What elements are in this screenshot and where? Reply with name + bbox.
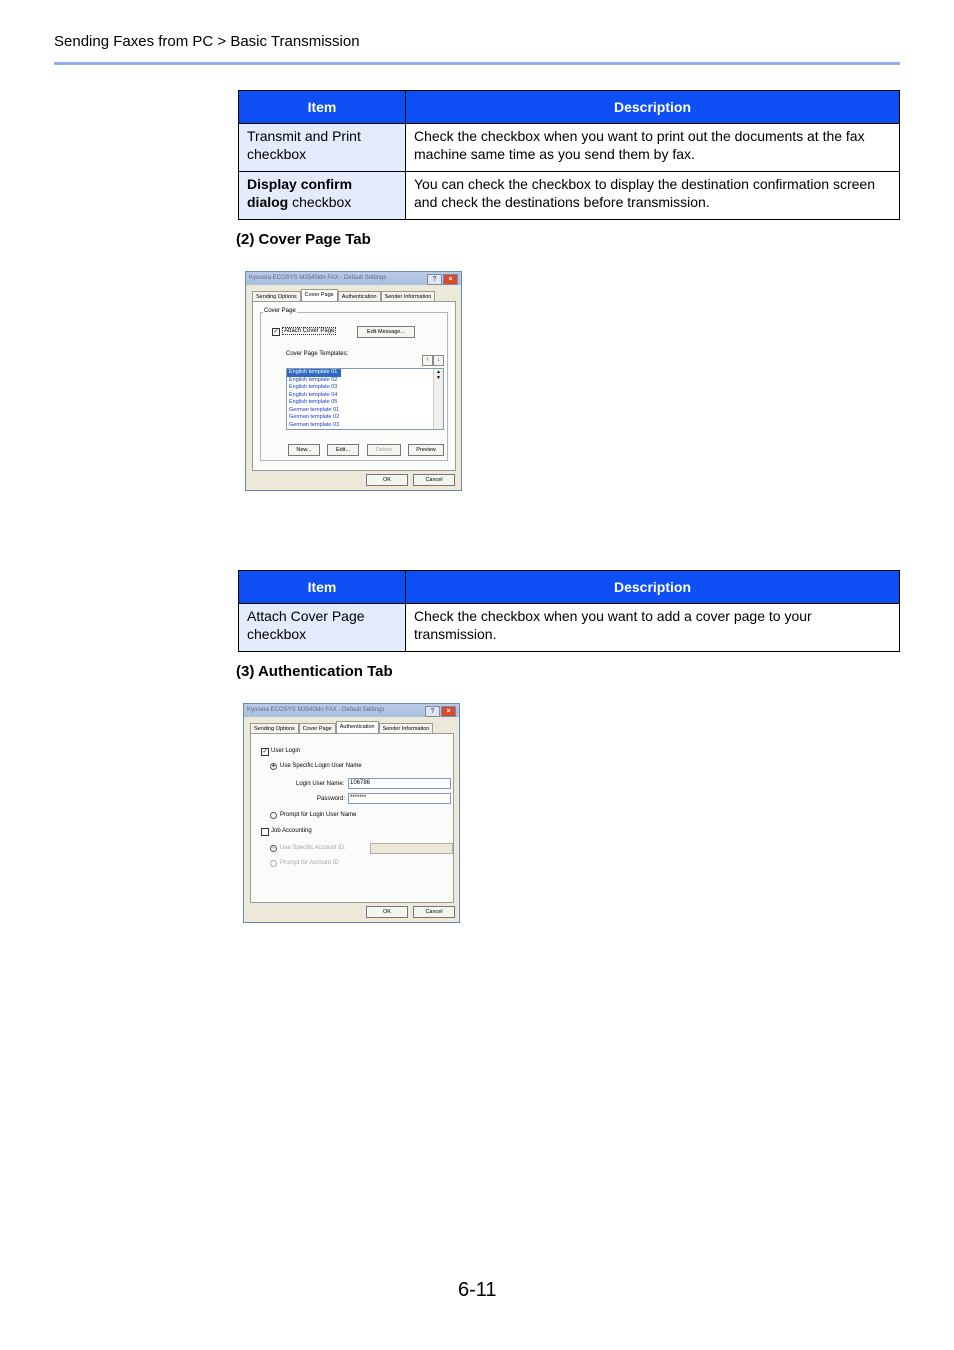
section-heading-cover-page: (2) Cover Page Tab bbox=[236, 231, 371, 248]
item-name-bold: Display confirm dialog bbox=[247, 176, 353, 210]
cover-page-dialog bbox=[245, 271, 462, 491]
list-item[interactable]: German template 03 bbox=[289, 421, 340, 428]
prompt-login-label: Prompt for Login User Name bbox=[280, 812, 357, 818]
templates-listbox[interactable] bbox=[286, 368, 444, 430]
templates-label: Cover Page Templates: bbox=[286, 351, 349, 357]
section-heading-authentication: (3) Authentication Tab bbox=[236, 663, 393, 680]
list-scrollbar[interactable]: ▲ ▼ bbox=[433, 369, 443, 429]
job-accounting-label: Job Accounting bbox=[271, 828, 312, 834]
use-specific-login-label: Use Specific Login User Name bbox=[280, 763, 362, 769]
job-accounting-checkbox[interactable] bbox=[261, 828, 269, 836]
list-item[interactable]: German template 01 bbox=[289, 406, 340, 413]
attach-cover-page-label: Attach Cover Page bbox=[284, 328, 335, 334]
tab-bar bbox=[250, 721, 433, 733]
move-down-icon[interactable]: ↓ bbox=[433, 355, 444, 366]
tab-sending-options[interactable]: Sending Options bbox=[252, 291, 301, 302]
list-item[interactable]: English template 03 bbox=[289, 384, 338, 390]
password-label: Password: bbox=[317, 796, 346, 802]
tab-sender-information[interactable]: Sender Information bbox=[381, 291, 436, 302]
new-template-button[interactable]: New... bbox=[288, 444, 320, 456]
close-icon[interactable]: × bbox=[441, 706, 456, 717]
tab-cover-page[interactable]: Cover Page bbox=[299, 723, 336, 734]
list-item[interactable]: English template 04 bbox=[289, 391, 338, 398]
column-header-description: Description bbox=[406, 91, 900, 124]
item-cell: Transmit and Print checkbox bbox=[239, 124, 406, 172]
user-login-checkbox[interactable]: ✓ bbox=[262, 749, 268, 755]
tab-bar bbox=[252, 289, 435, 301]
login-user-name-input[interactable]: 106786 bbox=[348, 778, 451, 789]
item-name-rest: checkbox bbox=[288, 194, 352, 210]
help-icon[interactable]: ? bbox=[427, 274, 442, 285]
ok-button[interactable]: OK bbox=[366, 474, 408, 486]
description-cell: You can check the checkbox to display the destination confirmation screen and check the destinations before transmission. bbox=[406, 172, 900, 220]
list-item[interactable]: English template 05 bbox=[289, 399, 338, 405]
page-number: 6-11 bbox=[458, 1279, 497, 1301]
tab-sender-information[interactable]: Sender Information bbox=[379, 723, 434, 734]
item-description-table bbox=[238, 90, 900, 220]
column-header-item: Item bbox=[239, 91, 406, 124]
account-id-input[interactable] bbox=[370, 843, 453, 854]
table-row bbox=[239, 124, 900, 172]
prompt-account-radio[interactable] bbox=[270, 860, 277, 867]
move-up-icon[interactable]: ↑ bbox=[422, 355, 433, 366]
tab-panel bbox=[250, 733, 454, 903]
list-item[interactable]: English template 02 bbox=[289, 376, 338, 383]
item-cell: Attach Cover Page checkbox bbox=[239, 604, 406, 652]
tab-cover-page[interactable]: Cover Page bbox=[301, 289, 338, 302]
help-icon[interactable]: ? bbox=[425, 706, 440, 717]
ok-button[interactable]: OK bbox=[366, 906, 408, 918]
cancel-button[interactable]: Cancel bbox=[413, 906, 455, 918]
header-divider bbox=[54, 62, 900, 65]
tab-authentication[interactable]: Authentication bbox=[336, 721, 379, 734]
close-icon[interactable]: × bbox=[443, 274, 458, 285]
column-header-item: Item bbox=[239, 571, 406, 604]
item-cell bbox=[239, 172, 406, 220]
preview-template-button[interactable]: Preview bbox=[408, 444, 444, 456]
use-specific-account-label: Use Specific Account ID: bbox=[280, 845, 346, 851]
description-cell: Check the checkbox when you want to print out the documents at the fax machine same time as you send them by fax. bbox=[406, 124, 900, 172]
description-cell: Check the checkbox when you want to add a cover page to your transmission. bbox=[406, 604, 900, 652]
group-label: Cover Page bbox=[264, 308, 296, 314]
table-row bbox=[239, 604, 900, 652]
prompt-login-radio[interactable] bbox=[270, 812, 277, 819]
password-input[interactable]: ******* bbox=[348, 793, 451, 804]
use-specific-login-radio[interactable]: ● bbox=[271, 763, 276, 769]
dialog-title: Kyocera ECOSYS M3540idn FAX - Default Settings bbox=[246, 272, 461, 285]
tab-panel bbox=[252, 301, 456, 471]
column-header-description: Description bbox=[406, 571, 900, 604]
list-item[interactable]: German template 02 bbox=[289, 414, 340, 420]
table-row bbox=[239, 172, 900, 220]
breadcrumb: Sending Faxes from PC > Basic Transmission bbox=[54, 33, 360, 50]
login-user-name-label: Login User Name: bbox=[296, 781, 345, 787]
item-description-table bbox=[238, 570, 900, 652]
attach-cover-page-checkbox[interactable]: ✓ bbox=[273, 329, 279, 335]
tab-sending-options[interactable]: Sending Options bbox=[250, 723, 299, 734]
edit-message-button[interactable]: Edit Message... bbox=[357, 326, 415, 338]
delete-template-button[interactable]: Delete bbox=[367, 444, 401, 456]
dialog-title: Kyocera ECOSYS M3540idn FAX - Default Settings bbox=[244, 704, 459, 717]
prompt-account-label: Prompt for Account ID bbox=[280, 860, 339, 866]
use-specific-account-radio[interactable]: ● bbox=[271, 845, 276, 851]
cancel-button[interactable]: Cancel bbox=[413, 474, 455, 486]
list-item[interactable]: English template 01 bbox=[287, 369, 341, 377]
edit-template-button[interactable]: Edit... bbox=[327, 444, 359, 456]
authentication-dialog bbox=[243, 703, 460, 923]
user-login-label: User Login bbox=[271, 748, 301, 754]
tab-authentication[interactable]: Authentication bbox=[338, 291, 381, 302]
